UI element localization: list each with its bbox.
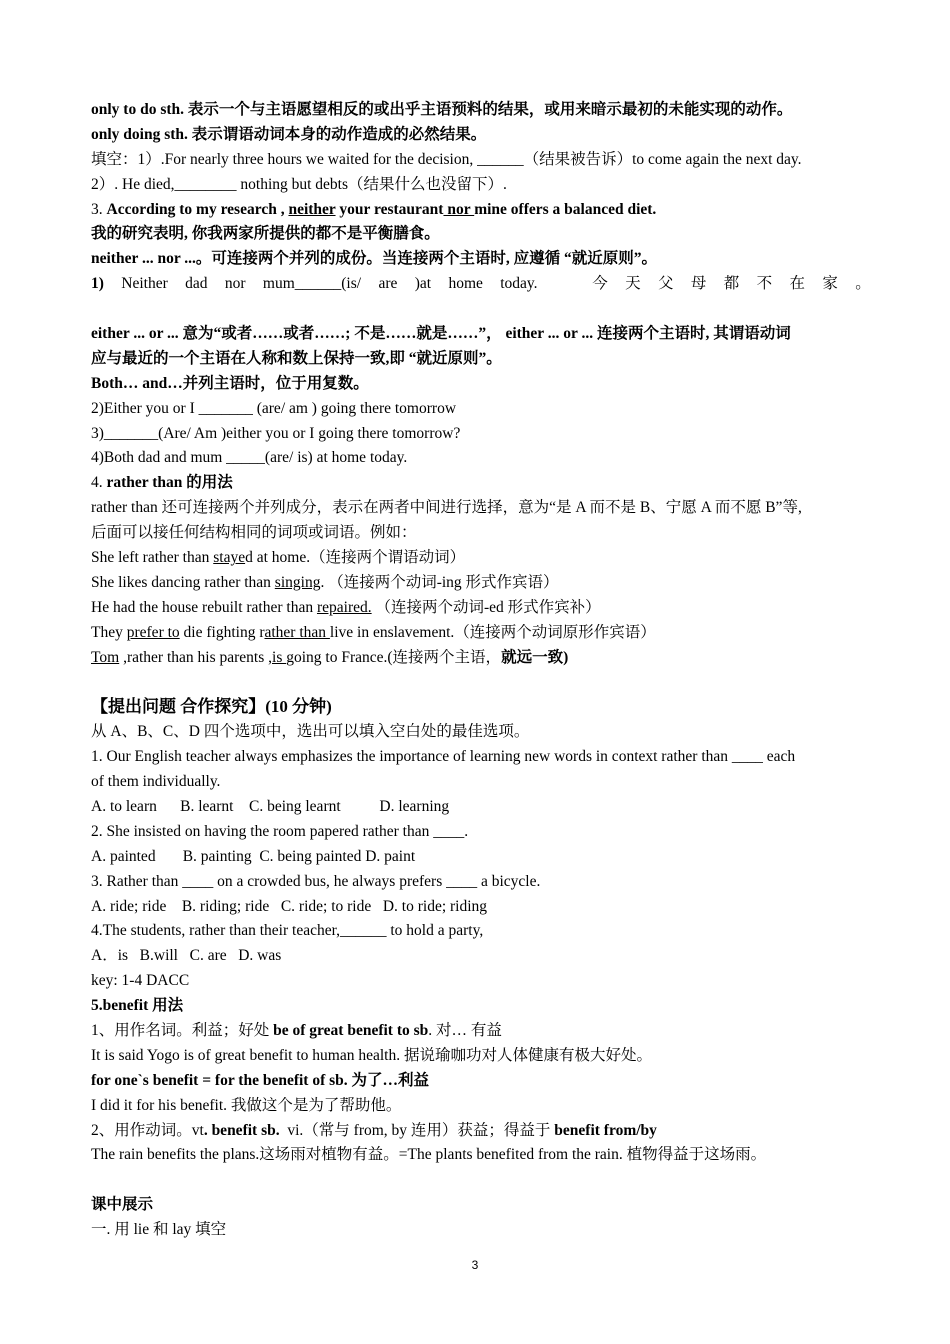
spacer [91,1168,863,1193]
text-span: 2、用作动词。vt [91,1121,204,1139]
text-line: 5.benefit 用法 [91,997,184,1015]
text-line: 2）. He died,________ nothing but debts（结果什么也没留下）. [91,175,507,193]
text-line: 2. She insisted on having the room papered rather than ____. [91,822,469,840]
word: 母 [690,275,707,293]
text-span: going to France.(连接两个主语， [286,648,502,666]
text-span: mine offers a balanced diet. [474,200,657,218]
word: 家 [822,275,838,293]
text-span: He had the house rebuilt rather than [91,598,317,616]
text-line: of them individually. [91,773,221,791]
text-line: 3. Rather than ____ on a crowded bus, he always prefers ____ a bicycle. [91,872,541,890]
word: 父 [658,275,674,293]
word: nor [224,275,246,293]
text-span: She left rather than [91,549,214,567]
text-span: 1、用作名词。利益；好处 [91,1021,274,1039]
text-line: 课中展示 [91,1196,154,1214]
text-span: She likes dancing rather than [91,573,275,591]
text-line: key: 1-4 DACC [91,972,190,990]
text-line: 4.The students, rather than their teacher,______ to hold a party, [91,922,484,940]
text-line: 应与最近的一个主语在人称和数上保持一致,即 “就近原则”。 [91,349,502,367]
underlined-text: prefer to [126,623,180,641]
underlined-text: is [272,648,287,666]
text-line: rather than 还可连接两个并列成分，表示在两者中间进行选择，意为“是 A 而不是 B、宁愿 A 而不愿 B”等, [91,499,802,517]
text-line: 1. Our English teacher always emphasizes the importance of learning new words in context rather than ____ each [91,748,796,766]
text-span: ,rather than his parents , [119,648,273,666]
word: 。 [855,275,871,293]
text-span: According to my research , [106,200,289,218]
underlined-text: ather than [264,623,330,641]
underlined-text: repaired. [316,598,372,616]
text-line [91,596,863,621]
text-line [91,471,863,496]
text-span: be of great benefit to sb [273,1021,429,1039]
text-line: Both… and…并列主语时，位于用复数。 [91,374,369,392]
text-line [91,546,863,571]
word: are [378,275,398,293]
spacer [91,670,863,695]
underlined-text: Tom [91,648,120,666]
text-line: 2)Either you or I _______ (are/ am ) going there tomorrow [91,399,457,417]
underlined-text: singing [274,573,321,591]
document-page [91,98,871,1243]
text-span: . benefit sb. [203,1121,280,1139]
text-span: 3. [91,200,107,218]
word: 天 [625,275,641,293]
text-line: A．is B.will C. are D. was [91,947,282,965]
text-span: die fighting r [179,623,265,641]
text-span: They [91,623,127,641]
text-span: . （连接两个动词-ing 形式作宾语） [320,573,559,591]
spacer [91,297,863,322]
word: Neither [121,275,168,293]
text-line: only to do sth. 表示一个与主语愿望相反的或出乎主语预料的结果，或用来暗示最初的未能实现的动作。 [91,101,793,118]
text-line [91,621,863,646]
word: 都 [723,275,740,293]
word: dad [185,275,208,293]
justified-line [91,272,871,297]
text-line [91,1119,863,1144]
text-line: It is said Yogo is of great benefit to human health. 据说瑜咖功对人体健康有极大好处。 [91,1046,652,1064]
word: 不 [756,275,773,293]
text-line: 后面可以接任何结构相同的词项或词语。例如： [91,524,417,542]
section-heading: 【提出问题 合作探究】(10 分钟) [91,697,332,717]
text-line: I did it for his benefit. 我做这个是为了帮助他。 [91,1096,402,1114]
text-line: A. painted B. painting C. being painted D. paint [91,847,416,865]
text-line [91,646,863,671]
text-line [91,571,863,596]
text-span: d at home.（连接两个谓语动词） [245,549,466,567]
word: home [448,275,483,293]
text-line: only doing sth. 表示谓语动词本身的动作造成的必然结果。 [91,125,487,143]
page-number: 3 [471,1258,479,1272]
text-line: The rain benefits the plans.这场雨对植物有益。=The plants benefited from the rain. 植物得益于这场雨。 [91,1146,767,1164]
text-line: 一. 用 lie 和 lay 填空 [91,1221,227,1239]
text-span: 4. [91,474,107,492]
text-span: rather than 的用法 [106,474,233,492]
text-line: 从 A、B、C、D 四个选项中，选出可以填入空白处的最佳选项。 [91,723,530,741]
text-span: （连接两个动词-ed 形式作宾补） [371,598,601,616]
text-span: 就远一致) [501,648,569,666]
word: )at [414,275,432,293]
text-line: 我的研究表明, 你我两家所提供的都不是平衡膳食。 [91,225,440,243]
word: today. [500,275,538,293]
text-line: for one`s benefit = for the benefit of sb. 为了…利益 [91,1071,430,1089]
text-span: vi.（常与 from, by 连用）获益；得益于 [279,1121,555,1139]
text-span: 1) [91,275,104,293]
underlined-text: neither [288,200,336,218]
text-span: live in enslavement.（连接两个动词原形作宾语） [329,623,656,641]
word: mum______(is/ [262,275,362,293]
underlined-text: nor [443,200,475,218]
text-span: benefit from/by [554,1121,657,1139]
text-line [91,198,863,223]
text-line: 4)Both dad and mum _____(are/ is) at home today. [91,449,408,467]
word: 今 [592,275,608,293]
text-span: your restaurant [335,200,444,218]
text-line: 3)_______(Are/ Am )either you or I going there tomorrow? [91,424,461,442]
text-line: 填空：1）.For nearly three hours we waited for the decision, ______（结果被告诉）to come again the next day. [91,150,802,168]
text-line: A. ride; ride B. riding; ride C. ride; to ride D. to ride; riding [91,897,488,915]
text-line: neither ... nor ...。可连接两个并列的成份。当连接两个主语时, 应遵循 “就近原则”。 [91,250,658,268]
text-line: either ... or ... 意为“或者……或者……; 不是……就是……”， either ... or ... 连接两个主语时, 其谓语动词 [91,325,791,343]
text-line: A. to learn B. learnt C. being learnt D. learning [91,797,450,815]
text-line [91,1019,863,1044]
text-span: . 对… 有益 [428,1021,502,1039]
word: 在 [789,275,806,293]
underlined-text: staye [213,549,246,567]
